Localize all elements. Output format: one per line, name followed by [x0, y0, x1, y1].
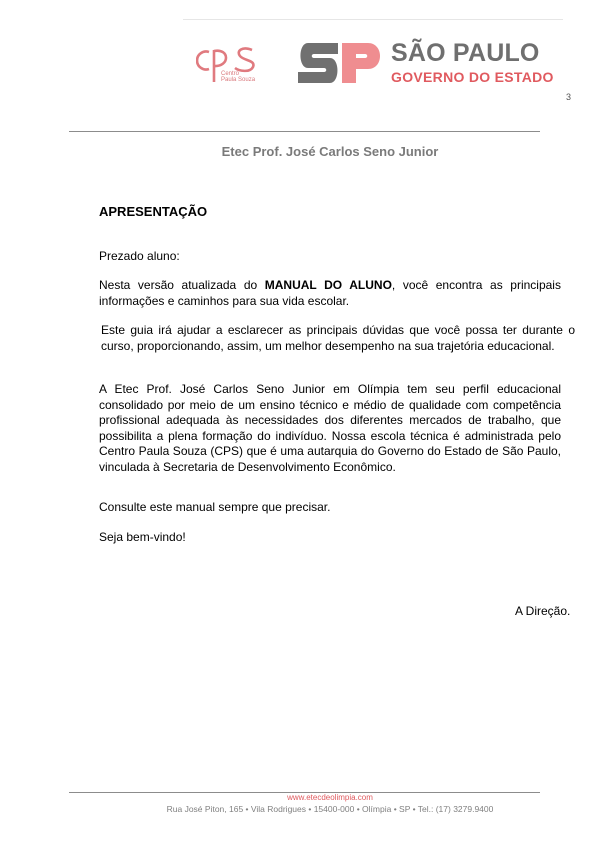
- greeting: Prezado aluno:: [99, 249, 180, 263]
- intro-text-start: Nesta versão atualizada do: [99, 278, 265, 292]
- signature: A Direção.: [515, 604, 571, 618]
- header-divider: [69, 131, 540, 132]
- sp-logo-mark: [298, 43, 382, 83]
- page-number: 3: [566, 92, 572, 102]
- footer-address: Rua José Piton, 165 • Vila Rodrigues • 15400-000 • Olímpia • SP • Tel.: (17) 3279.9400: [166, 804, 494, 814]
- paragraph-school: A Etec Prof. José Carlos Seno Junior em Olímpia tem seu perfil educacional consolidado por meio de um ensino técnico e médio de qualidade com competência profissional adequada às necessidades dos diferentes mercados de trabalho, que possibilita a plena formação do indivíduo. Nossa escola técnica é administrada pelo Centro Paula Souza (CPS) que é uma autarquia do Governo do Estado de São Paulo, vinculada à Secretaria de Desenvolvimento Econômico.: [99, 382, 561, 474]
- cps-sub-line-1: Centro: [221, 71, 240, 77]
- section-heading: APRESENTAÇÃO: [99, 204, 208, 219]
- paragraph-consult: Consulte este manual sempre que precisar.: [99, 500, 331, 514]
- intro-text-end: , você encontra as principais informações e caminhos para sua vida escolar.: [99, 278, 561, 308]
- manual-title-bold: MANUAL DO ALUNO: [264, 278, 392, 292]
- cps-sub-line-2: Paula Souza: [221, 77, 256, 83]
- school-name: Etec Prof. José Carlos Seno Junior: [221, 144, 439, 159]
- header-top-line: [183, 19, 563, 20]
- sp-logo-subtitle: GOVERNO DO ESTADO: [391, 69, 554, 85]
- paragraph-intro: [99, 278, 561, 309]
- paragraph-welcome: Seja bem-vindo!: [99, 530, 186, 544]
- footer-url: www.etecdeolimpia.com: [287, 793, 373, 802]
- paragraph-guide: Este guia irá ajudar a esclarecer as principais dúvidas que você possa ter durante o curso, proporcionando, assim, um melhor desempenho na sua trajetória educacional.: [101, 323, 575, 353]
- cps-logo-subtext: [221, 71, 255, 83]
- sp-logo-title: SÃO PAULO: [391, 39, 540, 67]
